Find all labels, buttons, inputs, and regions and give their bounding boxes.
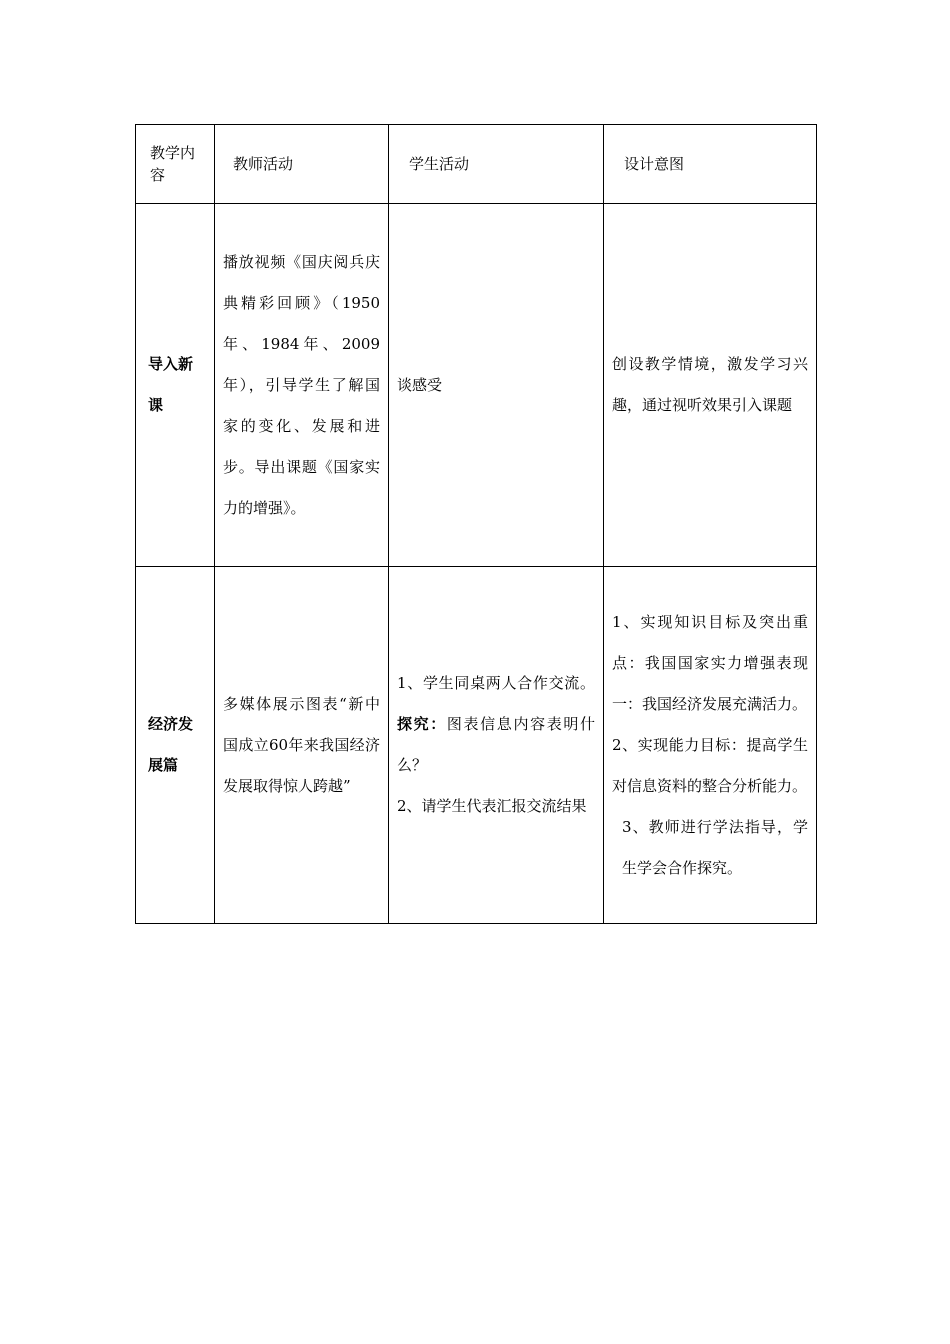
table-row	[136, 204, 817, 567]
student-item-1-text: 1、学生同桌两人合作交流。	[397, 674, 595, 692]
student-item-1	[397, 663, 595, 786]
student-item-1-question: 图表信息内容表明什么？	[397, 715, 595, 774]
economy-teacher-activity: 多媒体展示图表“新中国成立60年来我国经济发展取得惊人跨越”	[215, 567, 389, 924]
student-item-2: 2、请学生代表汇报交流结果	[397, 797, 587, 815]
section-economy: 经济发展篇	[136, 567, 215, 924]
header-student-activity: 学生活动	[389, 125, 604, 204]
section-intro: 导入新课	[136, 204, 215, 567]
explore-label: 探究：	[397, 715, 447, 733]
intent-item-3: 3、教师进行学法指导，学生学会合作探究。	[622, 817, 808, 877]
economy-design-intent	[604, 567, 817, 924]
table-header-row	[136, 125, 817, 204]
intent-item-1: 1、实现知识目标及突出重点：我国国家实力增强表现一：我国经济发展充满活力。	[612, 612, 808, 713]
header-design-intent: 设计意图	[604, 125, 817, 204]
intent-item-2: 2、实现能力目标：提高学生对信息资料的整合分析能力。	[612, 735, 808, 795]
lesson-plan-table	[135, 124, 817, 924]
header-teacher-activity: 教师活动	[215, 125, 389, 204]
header-teaching-content: 教学内容	[136, 125, 215, 204]
intro-student-activity: 谈感受	[389, 204, 604, 567]
economy-student-activity	[389, 567, 604, 924]
table-row	[136, 567, 817, 924]
intro-teacher-activity: 播放视频《国庆阅兵庆典精彩回顾》（1950年、1984年、2009年），引导学生了解国家的变化、发展和进步。导出课题《国家实力的增强》。	[215, 204, 389, 567]
intro-design-intent: 创设教学情境，激发学习兴趣，通过视听效果引入课题	[604, 204, 817, 567]
